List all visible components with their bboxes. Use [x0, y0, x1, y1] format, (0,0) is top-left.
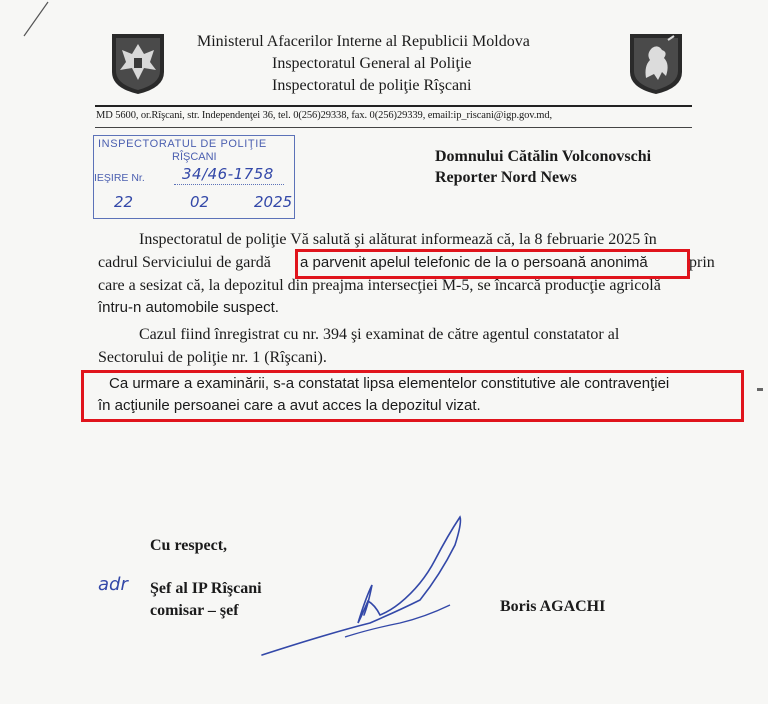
- stamp-year: 2025: [254, 193, 293, 211]
- paragraph2-line2: Sectorului de poliţie nr. 1 (Rîşcani).: [98, 349, 327, 366]
- signatory-title-line2: comisar – şef: [150, 602, 239, 619]
- paragraph3-line2: în acţiunile persoanei care a avut acces la depozitul vizat.: [98, 397, 481, 414]
- signatory-title-line1: Şef al IP Rîşcani: [150, 580, 262, 597]
- paragraph2-line1: Cazul fiind înregistrat cu nr. 394 şi examinat de către agentul constatator al: [139, 326, 620, 343]
- paragraph1-line2-end: prin: [689, 254, 715, 271]
- recipient-title: Reporter Nord News: [435, 169, 577, 186]
- police-emblem-icon: [628, 32, 684, 96]
- paragraph1-line4: întru-n automobile suspect.: [98, 299, 279, 316]
- paragraph1-line2-start: cadrul Serviciului de gardă: [98, 254, 271, 271]
- ministry-emblem-icon: [110, 32, 166, 96]
- handwritten-initial: adr: [98, 574, 128, 595]
- closing-regards: Cu respect,: [150, 537, 228, 554]
- address-rule: [95, 127, 692, 128]
- paragraph1-line1: Inspectoratul de poliţie Vă salută şi alăturat informează că, la 8 februarie 2025 în: [139, 231, 657, 248]
- handwritten-signature: [250, 505, 490, 665]
- pen-stroke-mark: [20, 0, 50, 40]
- ministry-name: Ministerul Afacerilor Interne al Republicii Moldova: [197, 33, 530, 50]
- general-inspectorate-name: Inspectoratul General al Poliţie: [272, 55, 472, 72]
- stamp-day: 22: [114, 193, 134, 211]
- margin-mark: [757, 388, 763, 391]
- stamp-number-line: [174, 184, 284, 185]
- signatory-name: Boris AGACHI: [500, 598, 606, 615]
- stamp-number: 34/46-1758: [182, 165, 274, 183]
- local-inspectorate-name: Inspectoratul de poliţie Rîşcani: [272, 77, 472, 94]
- stamp-exit-label: IEŞIRE Nr.: [94, 172, 145, 184]
- address-line: MD 5600, or.Rîşcani, str. Independenţei 36, tel. 0(256)29338, fax. 0(256)29339, email:ip_riscani@igp.gov.md,: [96, 110, 553, 121]
- paragraph1-highlighted-text: a parvenit apelul telefonic de la o persoană anonimă: [300, 254, 648, 271]
- paragraph3-line1: Ca urmare a examinării, s-a constatat lipsa elementelor constitutive ale contravenţiei: [109, 375, 670, 392]
- stamp-line1: INSPECTORATUL DE POLIŢIE: [98, 138, 267, 150]
- stamp-line2: RÎŞCANI: [172, 151, 217, 163]
- stamp-month: 02: [190, 193, 210, 211]
- registration-stamp: [93, 135, 295, 219]
- header-rule: [95, 105, 692, 107]
- paragraph1-line3: care a sesizat că, la depozitul din preajma intersecţiei M-5, se încarcă producţie agricolă: [98, 277, 661, 294]
- recipient-name: Domnului Cătălin Volconovschi: [435, 148, 652, 165]
